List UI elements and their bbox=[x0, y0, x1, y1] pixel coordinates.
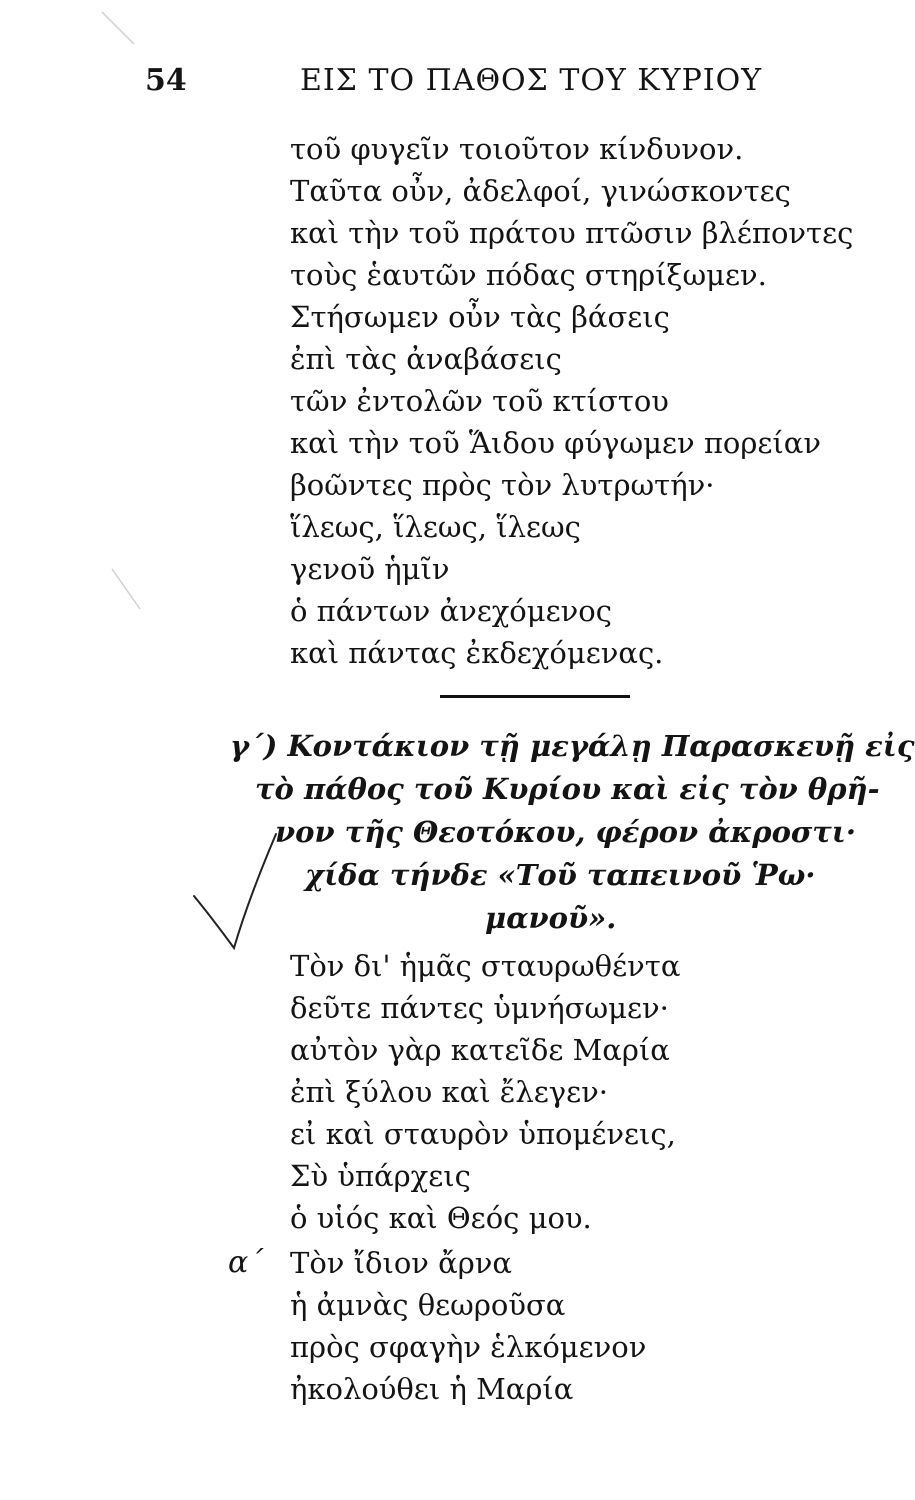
stanza-1 bbox=[290, 128, 853, 674]
verse-line: εἰ καὶ σταυρὸν ὑπομένεις, bbox=[290, 1117, 676, 1151]
stanza-3 bbox=[290, 1242, 646, 1410]
verse-line: καὶ τὴν τοῦ πράτου πτῶσιν βλέποντες bbox=[290, 216, 854, 250]
verse-line: Τὸν δι' ἡμᾶς σταυρωθέντα bbox=[290, 949, 681, 983]
verse-line: ἠκολούθει ἡ Μαρία bbox=[290, 1372, 574, 1406]
verse-line: Τὸν ἴδιον ἄρνα bbox=[290, 1246, 513, 1280]
page-header bbox=[0, 55, 915, 105]
verse-line: ἡ ἀμνὰς θεωροῦσα bbox=[290, 1288, 566, 1322]
handwritten-check-icon bbox=[190, 830, 280, 960]
verse-line: ἐπὶ τὰς ἀναβάσεις bbox=[290, 342, 562, 376]
verse-line: ἵλεως, ἵλεως, ἵλεως bbox=[290, 510, 581, 544]
verse-line: τῶν ἐντολῶν τοῦ κτίστου bbox=[290, 384, 669, 418]
page-number: 54 bbox=[145, 63, 187, 98]
verse-line: ἐπὶ ξύλου καὶ ἔλεγεν· bbox=[290, 1075, 608, 1109]
verse-line: τοῦ φυγεῖν τοιοῦτον κίνδυνον. bbox=[290, 132, 744, 166]
verse-line: γενοῦ ἡμῖν bbox=[290, 552, 450, 586]
verse-line: πρὸς σφαγὴν ἑλκόμενον bbox=[290, 1330, 647, 1364]
stanza-2 bbox=[290, 945, 680, 1239]
heading-line: νον τῆς Θεοτόκου, φέρον ἀκροστι· bbox=[275, 815, 856, 849]
verse-line: δεῦτε πάντες ὑμνήσωμεν· bbox=[290, 991, 669, 1025]
verse-line: ὁ πάντων ἀνεχόμενος bbox=[290, 594, 612, 628]
running-head: ΕΙΣ ΤΟ ΠΑΘΟΣ ΤΟΥ ΚΥΡΙΟΥ bbox=[300, 63, 762, 98]
verse-line: Ταῦτα οὖν, ἀδελφοί, γινώσκοντες bbox=[290, 174, 791, 208]
section-heading bbox=[225, 725, 915, 940]
verse-line: ὁ υἱός καὶ Θεός μου. bbox=[290, 1201, 592, 1235]
heading-line: γ΄) Κοντάκιον τῇ μεγάλῃ Παρασκευῇ εἰς bbox=[230, 729, 915, 763]
verse-line: αὐτὸν γὰρ κατεῖδε Μαρία bbox=[290, 1033, 670, 1067]
verse-line: Σὺ ὑπάρχεις bbox=[290, 1159, 471, 1193]
heading-line: τὸ πάθος τοῦ Κυρίου καὶ εἰς τὸν θρῆ- bbox=[255, 772, 880, 806]
paper-speck bbox=[108, 565, 148, 615]
heading-line: μανοῦ». bbox=[485, 901, 617, 935]
verse-line: Στήσωμεν οὖν τὰς βάσεις bbox=[290, 300, 670, 334]
verse-line: καὶ τὴν τοῦ Ἅιδου φύγωμεν πορείαν bbox=[290, 426, 821, 460]
verse-line: τοὺς ἑαυτῶν πόδας στηρίξωμεν. bbox=[290, 258, 767, 292]
strophe-marker: α΄ bbox=[228, 1245, 264, 1280]
verse-line: βοῶντες πρὸς τὸν λυτρωτήν· bbox=[290, 468, 715, 502]
verse-line: καὶ πάντας ἐκδεχόμενας. bbox=[290, 636, 664, 670]
section-divider bbox=[440, 695, 630, 698]
paper-speck bbox=[100, 10, 140, 50]
heading-line: χίδα τήνδε «Τοῦ ταπεινοῦ Ῥω· bbox=[305, 858, 816, 892]
